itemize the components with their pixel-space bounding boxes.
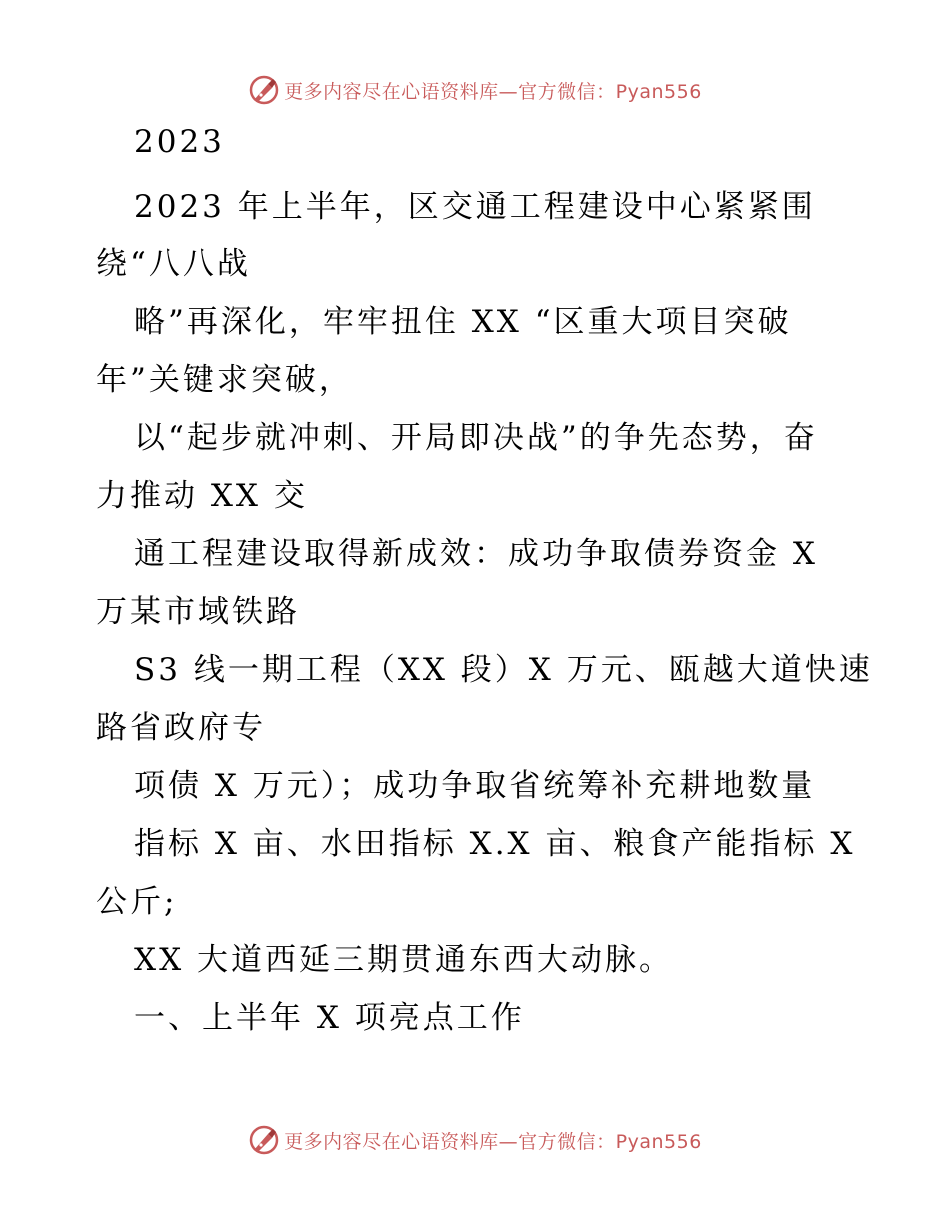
doc-line: 公斤; xyxy=(96,884,178,920)
watermark-header xyxy=(0,70,950,110)
doc-line: 2023 年上半年，区交通工程建设中心紧紧围 xyxy=(134,189,816,225)
doc-line: 年”关键求突破， xyxy=(96,362,353,398)
doc-line: 项债 X 万元）；成功争取省统筹补充耕地数量 xyxy=(134,768,816,804)
doc-line: S3 线一期工程（XX 段）X 万元、瓯越大道快速 xyxy=(134,652,873,688)
doc-line: 一、上半年 X 项亮点工作 xyxy=(134,1000,525,1036)
doc-line: 以“起步就冲刺、开局即决战”的争先态势，奋 xyxy=(134,420,818,456)
doc-line: XX 大道西延三期贯通东西大动脉。 xyxy=(134,942,673,978)
watermark-wechat-id: Pyan556 xyxy=(615,80,702,103)
doc-line: 绕“八八战 xyxy=(96,246,251,282)
doc-line: 略”再深化，牢牢扭住 XX “区重大项目突破 xyxy=(134,304,792,340)
pen-nib-logo-icon xyxy=(248,1124,280,1156)
doc-line: 万某市域铁路 xyxy=(96,594,300,630)
watermark-text: 更多内容尽在心语资料库—官方微信： xyxy=(284,80,616,103)
doc-line: 力推动 XX 交 xyxy=(96,478,308,514)
doc-line: 指标 X 亩、水田指标 X.X 亩、粮食产能指标 X xyxy=(134,826,856,862)
doc-line: 2023 xyxy=(134,124,225,160)
doc-line: 路省政府专 xyxy=(96,710,266,746)
watermark-footer xyxy=(0,1120,950,1160)
watermark-wechat-id: Pyan556 xyxy=(615,1130,702,1153)
watermark-text: 更多内容尽在心语资料库—官方微信： xyxy=(284,1130,616,1153)
pen-nib-logo-icon xyxy=(248,74,280,106)
doc-line: 通工程建设取得新成效：成功争取债券资金 X xyxy=(134,536,818,572)
